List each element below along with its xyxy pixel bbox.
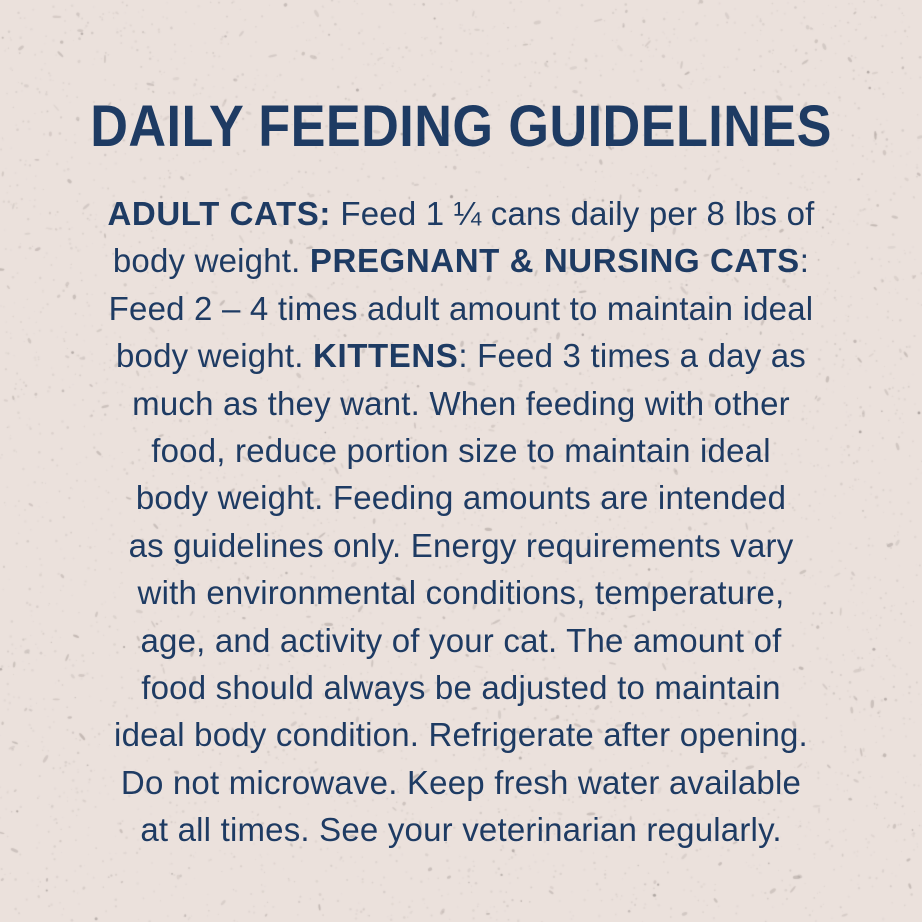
body-line: body weight. PREGNANT & NURSING CATS: — [112, 242, 810, 280]
body-line: Feed 2 – 4 times adult amount to maintain ideal — [108, 289, 814, 327]
body-line: food, reduce portion size to maintain ideal — [151, 432, 771, 470]
feeding-body — [41, 190, 881, 854]
body-line: with environmental conditions, temperature, — [137, 574, 785, 612]
body-line: body weight. Feeding amounts are intended — [135, 479, 787, 517]
body-line: body weight. KITTENS: Feed 3 times a day as — [115, 337, 807, 375]
body-line: food should always be adjusted to maintain — [141, 669, 781, 707]
body-line: as guidelines only. Energy requirements vary — [128, 526, 794, 564]
body-line: at all times. See your veterinarian regularly. — [140, 811, 782, 849]
body-line: ideal body condition. Refrigerate after opening. — [114, 716, 808, 754]
body-line: much as they want. When feeding with other — [132, 384, 790, 422]
page-title — [0, 96, 922, 158]
body-line: Do not microwave. Keep fresh water available — [120, 763, 802, 801]
body-line: ADULT CATS: Feed 1 ¼ cans daily per 8 lbs of — [107, 195, 815, 232]
body-line: age, and activity of your cat. The amount of — [140, 621, 782, 659]
page-title-text: DAILY FEEDING GUIDELINES — [90, 94, 832, 159]
